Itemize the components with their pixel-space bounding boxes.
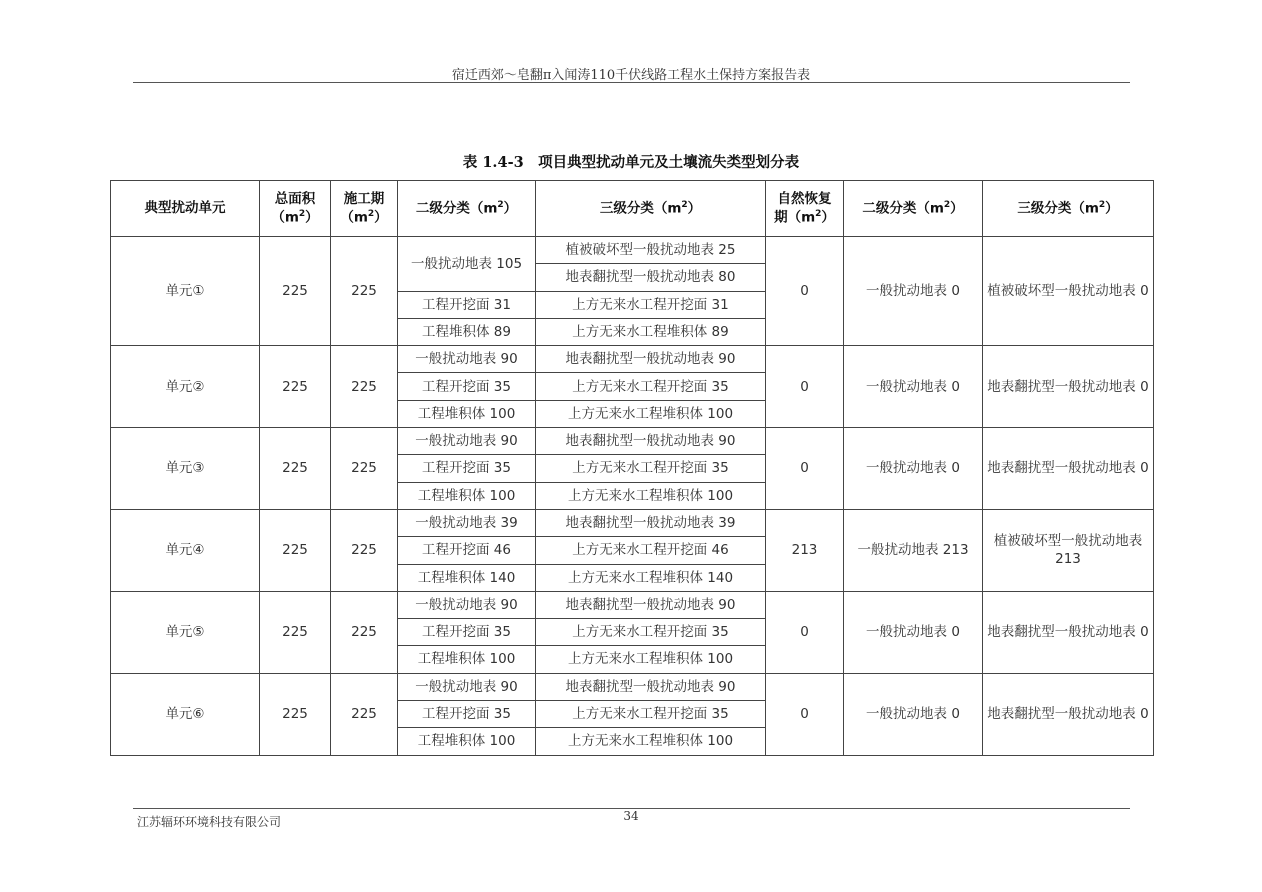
recovery-level3: 地表翻扰型一般扰动地表 0 [983, 673, 1154, 755]
level3-cell: 地表翻扰型一般扰动地表 90 [536, 673, 766, 700]
recovery-level3: 地表翻扰型一般扰动地表 0 [983, 591, 1154, 673]
construction-period: 225 [331, 237, 398, 346]
level3-cell: 地表翻扰型一般扰动地表 90 [536, 346, 766, 373]
level3-cell: 上方无来水工程堆积体 100 [536, 728, 766, 755]
level3-cell: 上方无来水工程开挖面 35 [536, 619, 766, 646]
level2-cell: 一般扰动地表 90 [398, 428, 536, 455]
level2-cell: 工程堆积体 100 [398, 400, 536, 427]
unit-name: 单元① [111, 237, 260, 346]
level3-cell: 地表翻扰型一般扰动地表 39 [536, 509, 766, 536]
total-area: 225 [260, 509, 331, 591]
natural-recovery: 0 [766, 591, 844, 673]
total-area: 225 [260, 591, 331, 673]
level3-cell: 上方无来水工程开挖面 35 [536, 701, 766, 728]
construction-period: 225 [331, 673, 398, 755]
table-row [111, 591, 1154, 618]
header-natural-recovery: 自然恢复 期$(m^2)$ [766, 181, 844, 237]
table-row [111, 673, 1154, 700]
level3-cell: 上方无来水工程堆积体 100 [536, 482, 766, 509]
disturbance-unit-table [110, 180, 1154, 756]
table-row [111, 237, 1154, 264]
table-title: 表 1.4-3 项目典型扰动单元及土壤流失类型划分表 [462, 154, 800, 171]
total-area: 225 [260, 346, 331, 428]
level2-cell: 一般扰动地表 39 [398, 509, 536, 536]
header-construction-period: 施工期 $(m^2)$ [331, 181, 398, 237]
recovery-level2: 一般扰动地表 0 [844, 673, 983, 755]
recovery-level3: 地表翻扰型一般扰动地表 0 [983, 346, 1154, 428]
natural-recovery: 213 [766, 509, 844, 591]
level2-cell: 工程堆积体 100 [398, 646, 536, 673]
level3-cell: 上方无来水工程堆积体 100 [536, 646, 766, 673]
natural-recovery: 0 [766, 673, 844, 755]
header-unit: 典型扰动单元 [111, 181, 260, 237]
header-total-area: 总面积 $(m^2)$ [260, 181, 331, 237]
table-header-row [111, 181, 1154, 237]
page-header-title: 宿迁西郊～皂翻π入闻涛110千伏线路工程水土保持方案报告表 [451, 68, 811, 83]
level3-cell: 上方无来水工程堆积体 89 [536, 318, 766, 345]
construction-period: 225 [331, 591, 398, 673]
header-divider [133, 82, 1130, 83]
level3-cell: 上方无来水工程开挖面 35 [536, 455, 766, 482]
unit-name: 单元⑤ [111, 591, 260, 673]
level2-cell: 工程开挖面 35 [398, 701, 536, 728]
recovery-level3: 植被破坏型一般扰动地表 0 [983, 237, 1154, 346]
header-level2: 二级分类$(m^2)$ [398, 181, 536, 237]
construction-period: 225 [331, 509, 398, 591]
level2-cell: 一般扰动地表 105 [398, 237, 536, 292]
total-area: 225 [260, 237, 331, 346]
level3-cell: 上方无来水工程开挖面 35 [536, 373, 766, 400]
natural-recovery: 0 [766, 346, 844, 428]
level2-cell: 工程开挖面 35 [398, 455, 536, 482]
unit-name: 单元④ [111, 509, 260, 591]
header-recovery-level3: 三级分类$(m^2)$ [983, 181, 1154, 237]
level2-cell: 工程开挖面 31 [398, 291, 536, 318]
recovery-level2: 一般扰动地表 0 [844, 346, 983, 428]
level3-cell: 上方无来水工程堆积体 140 [536, 564, 766, 591]
level2-cell: 工程堆积体 89 [398, 318, 536, 345]
total-area: 225 [260, 428, 331, 510]
level2-cell: 工程堆积体 100 [398, 728, 536, 755]
table-row [111, 509, 1154, 536]
total-area: 225 [260, 673, 331, 755]
level3-cell: 上方无来水工程堆积体 100 [536, 400, 766, 427]
table-row [111, 428, 1154, 455]
level3-cell: 地表翻扰型一般扰动地表 80 [536, 264, 766, 291]
level2-cell: 一般扰动地表 90 [398, 346, 536, 373]
recovery-level3: 植被破坏型一般扰动地表 213 [983, 509, 1154, 591]
unit-name: 单元③ [111, 428, 260, 510]
recovery-level2: 一般扰动地表 0 [844, 428, 983, 510]
level3-cell: 地表翻扰型一般扰动地表 90 [536, 591, 766, 618]
level2-cell: 工程堆积体 140 [398, 564, 536, 591]
recovery-level2: 一般扰动地表 213 [844, 509, 983, 591]
natural-recovery: 0 [766, 237, 844, 346]
header-recovery-level2: 二级分类$(m^2)$ [844, 181, 983, 237]
page-number: 34 [623, 809, 639, 823]
table-row [111, 346, 1154, 373]
level2-cell: 工程开挖面 46 [398, 537, 536, 564]
recovery-level2: 一般扰动地表 0 [844, 237, 983, 346]
construction-period: 225 [331, 428, 398, 510]
header-level3: 三级分类$(m^2)$ [536, 181, 766, 237]
construction-period: 225 [331, 346, 398, 428]
unit-name: 单元⑥ [111, 673, 260, 755]
level3-cell: 植被破坏型一般扰动地表 25 [536, 237, 766, 264]
level2-cell: 工程堆积体 100 [398, 482, 536, 509]
natural-recovery: 0 [766, 428, 844, 510]
level2-cell: 工程开挖面 35 [398, 619, 536, 646]
level2-cell: 一般扰动地表 90 [398, 591, 536, 618]
unit-name: 单元② [111, 346, 260, 428]
recovery-level2: 一般扰动地表 0 [844, 591, 983, 673]
level3-cell: 地表翻扰型一般扰动地表 90 [536, 428, 766, 455]
level3-cell: 上方无来水工程开挖面 46 [536, 537, 766, 564]
level3-cell: 上方无来水工程开挖面 31 [536, 291, 766, 318]
level2-cell: 一般扰动地表 90 [398, 673, 536, 700]
recovery-level3: 地表翻扰型一般扰动地表 0 [983, 428, 1154, 510]
footer-company-name: 江苏辐环环境科技有限公司 [137, 815, 282, 829]
level2-cell: 工程开挖面 35 [398, 373, 536, 400]
